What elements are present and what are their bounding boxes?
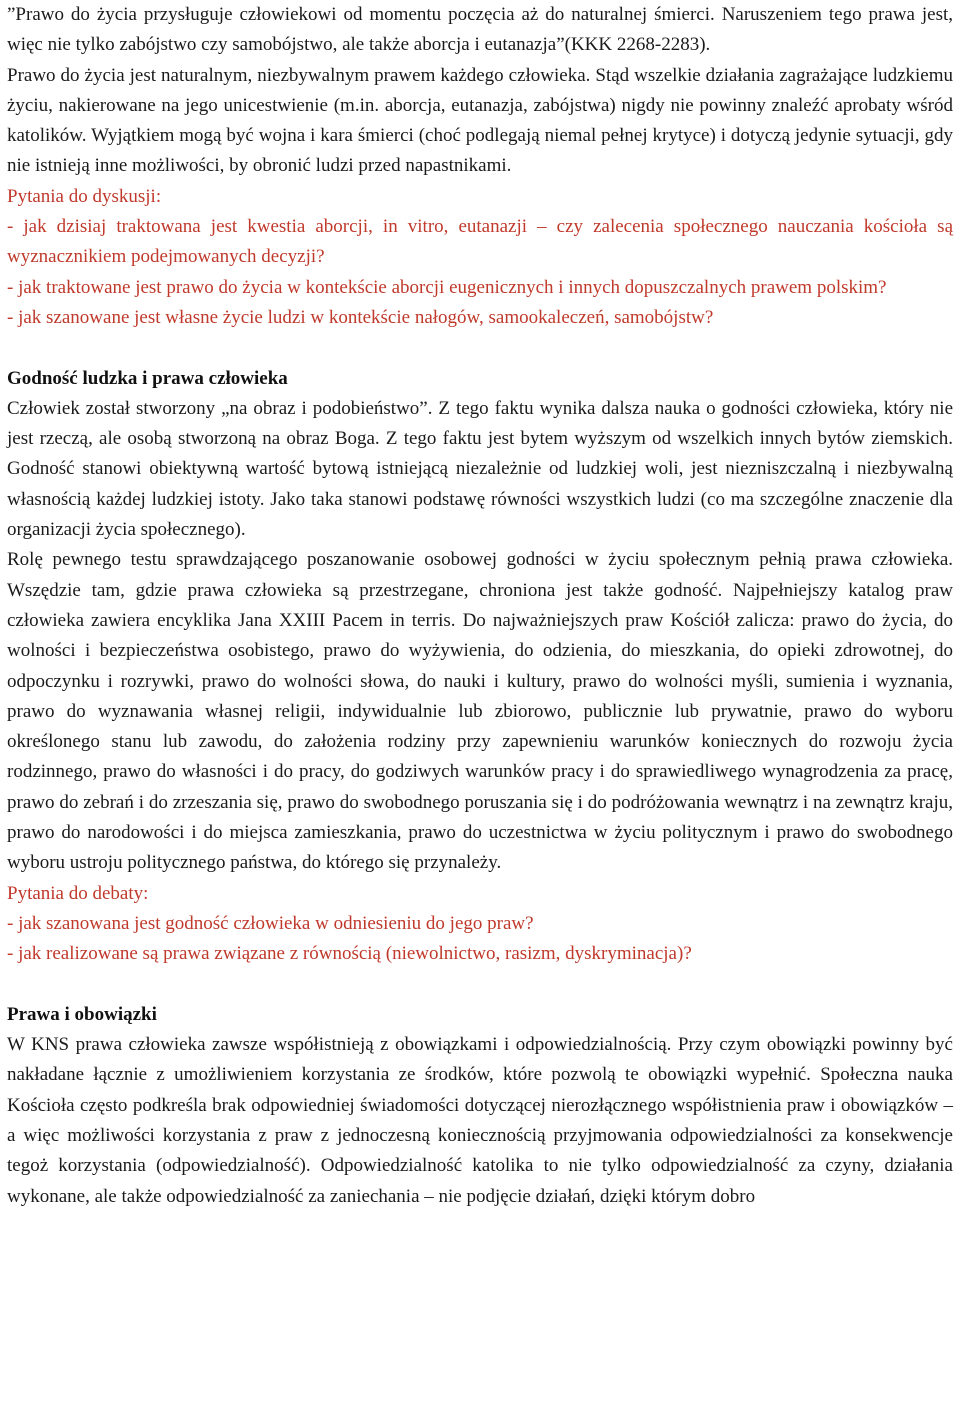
section-heading: Prawa i obowiązki: [7, 1003, 157, 1025]
debate-question: - jak szanowana jest godność człowieka w odniesieniu do jego praw?: [7, 912, 534, 934]
debate-question: - jak realizowane są prawa związane z równością (niewolnictwo, rasizm, dyskryminacja)?: [7, 943, 692, 965]
body-paragraph: Rolę pewnego testu sprawdzającego poszanowanie osobowej godności w życiu społecznym pełnią prawa człowieka. Wszędzie tam, gdzie prawa człowieka są przestrzegane, chroniona jest także godność. Najpełniejszy katalog praw człowieka zawiera encyklika Jana XXIII Pacem in terris. Do najważniejszych praw Kościół zalicza: prawo do życia, do wolności i bezpieczeństwa osobistego, prawo do wyżywienia, do odzienia, do mieszkania, do opieki zdrowotnej, do odpoczynku i rozrywki, prawo do wolności słowa, do nauki i kultury, prawo do wolności myśli, sumienia i wyznania, prawo do wyznawania własnej religii, indywidualnie lub zbiorowo, publicznie lub prywatnie, prawo do wyboru określonego stanu lub zawodu, do założenia rodziny przy zapewnieniu warunków koniecznych do rozwoju życia rodzinnego, prawo do własności i do pracy, do godziwych warunków pracy i do sprawiedliwego wynagrodzenia za pracę, prawo do zebrań i do zrzeszania się, prawo do swobodnego poruszania się i do podróżowania wewnątrz i na zewnątrz kraju, prawo do narodowości i do miejsca zamieszkania, prawo do uczestnictwa w życiu politycznym i prawo do swobodnego wyboru ustroju politycznego państwa, do którego się przynależy.: [7, 549, 953, 874]
discussion-question: - jak szanowane jest własne życie ludzi w kontekście nałogów, samookaleczeń, samobójstw?: [7, 306, 714, 328]
section-spacer: [7, 970, 953, 1000]
debate-questions-title: Pytania do debaty:: [7, 882, 149, 904]
document-page: [7, 0, 953, 1212]
quote-paragraph: ”Prawo do życia przysługuje człowiekowi od momentu poczęcia aż do naturalnej śmierci. Naruszeniem tego prawa jest, więc nie tylko zabójstwo czy samobójstwo, ale także aborcja i eutanazja”(KKK 2268-2283).: [7, 4, 953, 56]
body-paragraph: Prawo do życia jest naturalnym, niezbywalnym prawem każdego człowieka. Stąd wszelkie działania zagrażające ludzkiemu życiu, nakierowane na jego unicestwienie (m.in. aborcja, eutanazja, zabójstwa) nigdy nie powinny znaleźć aprobaty wśród katolików. Wyjątkiem mogą być wojna i kara śmierci (choć podlegają niemal pełnej krytyce) i dotyczą jedynie sytuacji, gdy nie istnieją inne możliwości, by obronić ludzi przed napastnikami.: [7, 64, 953, 177]
discussion-questions-title: Pytania do dyskusji:: [7, 185, 162, 207]
section-heading: Godność ludzka i prawa człowieka: [7, 367, 288, 389]
discussion-question: - jak traktowane jest prawo do życia w kontekście aborcji eugenicznych i innych dopuszczalnych prawem polskim?: [7, 276, 887, 298]
discussion-question: - jak dzisiaj traktowana jest kwestia aborcji, in vitro, eutanazji – czy zalecenia społecznego nauczania kościoła są wyznacznikiem podejmowanych decyzji?: [7, 216, 953, 268]
body-paragraph: W KNS prawa człowieka zawsze współistnieją z obowiązkami i odpowiedzialnością. Przy czym obowiązki powinny być nakładane łącznie z umożliwieniem korzystania ze środków, które pozwolą te obowiązki wypełnić. Społeczna nauka Kościoła często podkreśla brak odpowiedniej świadomości dotyczącej nierozłącznego współistnienia praw i obowiązków – a więc możliwości korzystania z praw z jednoczesną koniecznością przyjmowania odpowiedzialności za konsekwencje tegoż korzystania (odpowiedzialność). Odpowiedzialność katolika to nie tylko odpowiedzialność za czyny, działania wykonane, ale także odpowiedzialność za zaniechania – nie podjęcie działań, dzięki którym dobro: [7, 1034, 953, 1207]
section-spacer: [7, 333, 953, 363]
body-paragraph: Człowiek został stworzony „na obraz i podobieństwo”. Z tego faktu wynika dalsza nauka o godności człowieka, który nie jest rzeczą, ale osobą stworzoną na obraz Boga. Z tego faktu jest bytem wyższym od wszelkich innych bytów ziemskich. Godność stanowi obiektywną wartość bytową istniejącą niezależnie od ludzkiej woli, jest niezniszczalną i niezbywalną własnością każdej ludzkiej istoty. Jako taka stanowi podstawę równości wszystkich ludzi (co ma szczególne znaczenie dla organizacji życia społecznego).: [7, 397, 953, 541]
